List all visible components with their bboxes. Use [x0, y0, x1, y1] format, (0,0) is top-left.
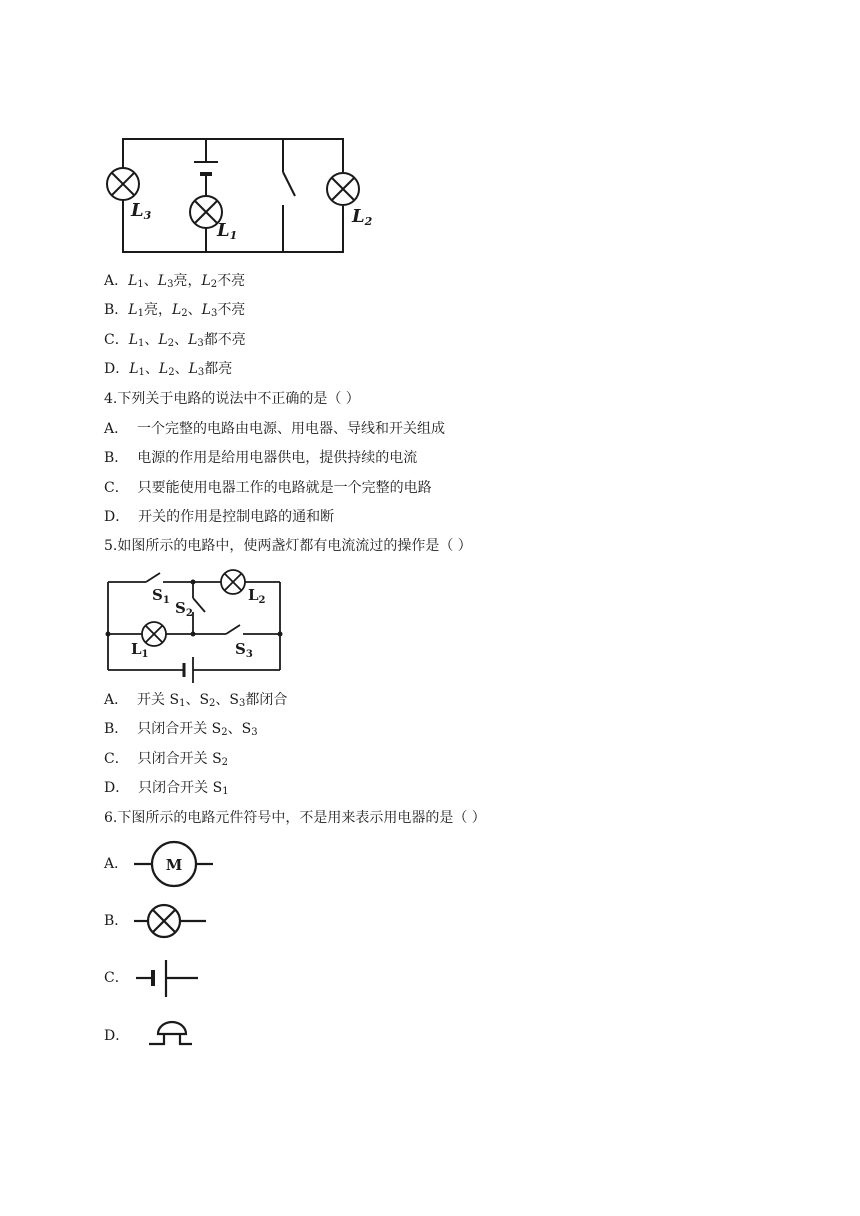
option-key: B．	[104, 721, 129, 737]
q6-option-a-key: A．	[104, 856, 129, 872]
bell-symbol-icon	[149, 1022, 192, 1044]
q3-option-a: A．$L_1$、$L_3$亮，$L_2$不亮	[104, 273, 246, 290]
q5-option-b: B． 只闭合开关 $S_2$、$S_3$	[104, 721, 258, 738]
option-key: D．	[104, 361, 130, 377]
motor-letter: M	[165, 856, 183, 874]
battery-symbol-icon	[136, 960, 198, 997]
option-key: A．	[104, 273, 129, 289]
q6-stem: 6.下图所示的电路元件符号中，不是用来表示用电器的是（ ）	[104, 810, 486, 826]
q3-label-l2: L2	[352, 206, 373, 228]
q6-option-c-key: C．	[104, 970, 129, 986]
q3-label-l1: L1	[217, 220, 238, 242]
q3-option-c: C．$L_1$、$L_2$、$L_3$都不亮	[104, 332, 246, 349]
q3-option-d: D．$L_1$、$L_2$、$L_3$都亮	[104, 361, 233, 378]
q4-stem: 4.下列关于电路的说法中不正确的是（ ）	[104, 391, 360, 407]
q5-label-s2: $S_2$	[175, 599, 193, 619]
q4-option-a: A． 一个完整的电路由电源、用电器、导线和开关组成	[104, 421, 446, 437]
option-key: C．	[104, 751, 129, 767]
q5-label-l2: $L_2$	[248, 586, 266, 606]
option-key: D．	[104, 780, 130, 796]
q5-option-d: D． 只闭合开关 $S_1$	[104, 780, 229, 797]
q5-label-l1: $L_1$	[131, 640, 149, 660]
q6-option-b-key: B．	[104, 913, 129, 929]
q4-option-b: B． 电源的作用是给用电器供电，提供持续的电流	[104, 450, 418, 466]
q5-label-s1: $S_1$	[152, 586, 170, 606]
q3-label-l3: L3	[131, 200, 152, 222]
q6-option-d-key: D．	[104, 1028, 130, 1044]
option-key: B．	[104, 302, 129, 318]
option-key: C．	[104, 332, 129, 348]
lamp-symbol-icon	[134, 905, 206, 937]
q5-label-s3: $S_3$	[235, 640, 253, 660]
q4-option-d: D． 开关的作用是控制电路的通和断	[104, 509, 335, 525]
q5-option-c: C． 只闭合开关 $S_2$	[104, 751, 229, 768]
option-key: A．	[104, 692, 129, 708]
q3-option-b: B．$L_1$亮，$L_2$、$L_3$不亮	[104, 302, 246, 319]
q5-stem: 5.如图所示的电路中，使两盏灯都有电流流过的操作是（ ）	[104, 538, 472, 554]
q4-option-c: C． 只要能使用电器工作的电路就是一个完整的电路	[104, 480, 432, 496]
q5-option-a: A． 开关 $S_1$、$S_2$、$S_3$都闭合	[104, 692, 288, 709]
